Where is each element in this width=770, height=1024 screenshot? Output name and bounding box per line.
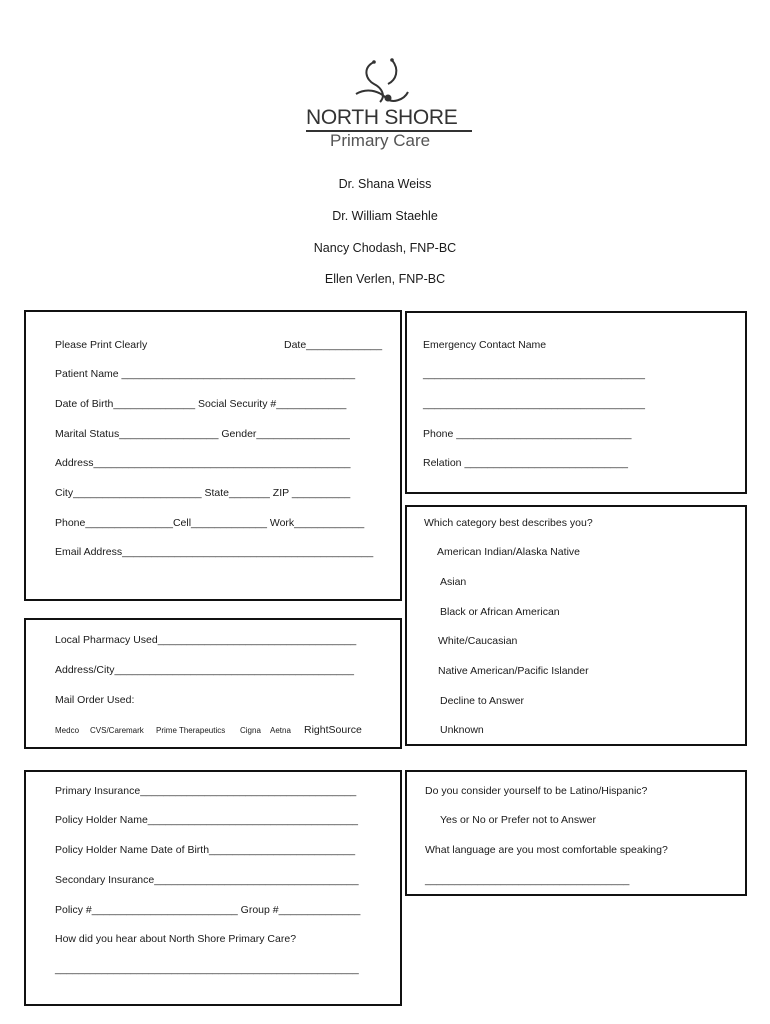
mail-order-label: Mail Order Used: — [55, 694, 135, 706]
language-question: What language are you most comfortable speaking? — [425, 844, 668, 856]
email-field[interactable]: Email Address___________________________________________ — [55, 546, 374, 558]
phone-cell-work-field[interactable]: Phone_______________Cell_____________ Work____________ — [55, 517, 365, 529]
pharmacy-box — [24, 618, 402, 749]
emergency-contact-line-1[interactable]: ______________________________________ — [423, 368, 645, 380]
stethoscope-icon — [352, 58, 412, 108]
local-pharmacy-field[interactable]: Local Pharmacy Used__________________________________ — [55, 634, 357, 646]
mail-order-option[interactable]: Aetna — [270, 726, 291, 735]
policy-holder-dob-field[interactable]: Policy Holder Name Date of Birth_________________________ — [55, 844, 356, 856]
category-option[interactable]: Unknown — [440, 724, 484, 736]
patient-info-box — [24, 310, 402, 601]
latino-question: Do you consider yourself to be Latino/Hispanic? — [425, 785, 648, 797]
date-field[interactable]: Date_____________ — [284, 339, 383, 351]
category-option[interactable]: Asian — [440, 576, 467, 588]
provider-name: Nancy Chodash, FNP-BC — [313, 241, 457, 255]
emergency-contact-box — [405, 311, 747, 494]
category-option[interactable]: American Indian/Alaska Native — [437, 546, 580, 558]
dob-ssn-field[interactable]: Date of Birth______________ Social Security #____________ — [55, 398, 347, 410]
address-city-field[interactable]: Address/City_________________________________________ — [55, 664, 354, 676]
insurance-box — [24, 770, 402, 1006]
practice-logo — [300, 58, 480, 158]
language-answer-field[interactable]: ___________________________________ — [425, 874, 630, 886]
address-field[interactable]: Address____________________________________________ — [55, 457, 351, 469]
provider-name: Ellen Verlen, FNP-BC — [324, 272, 446, 286]
mail-order-option[interactable]: CVS/Caremark — [90, 726, 144, 735]
mail-order-option[interactable]: Prime Therapeutics — [156, 726, 226, 735]
logo-tagline: Primary Care — [330, 131, 431, 150]
mail-order-option[interactable]: RightSource — [304, 724, 362, 736]
provider-name: Dr. Shana Weiss — [338, 177, 432, 191]
city-state-zip-field[interactable]: City______________________ State_______ ZIP __________ — [55, 487, 351, 499]
mail-order-option[interactable]: Medco — [55, 726, 80, 735]
referral-question: How did you hear about North Shore Primary Care? — [55, 933, 297, 945]
emergency-relation-field[interactable]: Relation ____________________________ — [423, 457, 628, 469]
primary-insurance-field[interactable]: Primary Insurance_____________________________________ — [55, 785, 357, 797]
category-option[interactable]: Black or African American — [440, 606, 560, 618]
category-option[interactable]: Decline to Answer — [440, 695, 525, 707]
emergency-contact-title: Emergency Contact Name — [423, 339, 547, 351]
emergency-contact-line-2[interactable]: ______________________________________ — [423, 398, 645, 410]
policy-group-field[interactable]: Policy #_________________________ Group #______________ — [55, 904, 361, 916]
logo-name: NORTH SHORE — [306, 106, 458, 129]
policy-holder-name-field[interactable]: Policy Holder Name____________________________________ — [55, 814, 359, 826]
provider-name: Dr. William Staehle — [332, 209, 438, 223]
print-clearly-label: Please Print Clearly — [55, 339, 148, 351]
emergency-phone-field[interactable]: Phone ______________________________ — [423, 428, 632, 440]
category-option[interactable]: White/Caucasian — [438, 635, 518, 647]
category-option[interactable]: Native American/Pacific Islander — [438, 665, 589, 677]
category-box — [405, 505, 747, 746]
mail-order-option[interactable]: Cigna — [240, 726, 261, 735]
marital-gender-field[interactable]: Marital Status_________________ Gender________________ — [55, 428, 350, 440]
secondary-insurance-field[interactable]: Secondary Insurance___________________________________ — [55, 874, 359, 886]
latino-answer-options[interactable]: Yes or No or Prefer not to Answer — [440, 814, 597, 826]
referral-answer-field[interactable]: ____________________________________________________ — [55, 963, 359, 975]
patient-name-field[interactable]: Patient Name ________________________________________ — [55, 368, 356, 380]
category-question: Which category best describes you? — [424, 517, 593, 529]
ethnicity-language-box — [405, 770, 747, 896]
